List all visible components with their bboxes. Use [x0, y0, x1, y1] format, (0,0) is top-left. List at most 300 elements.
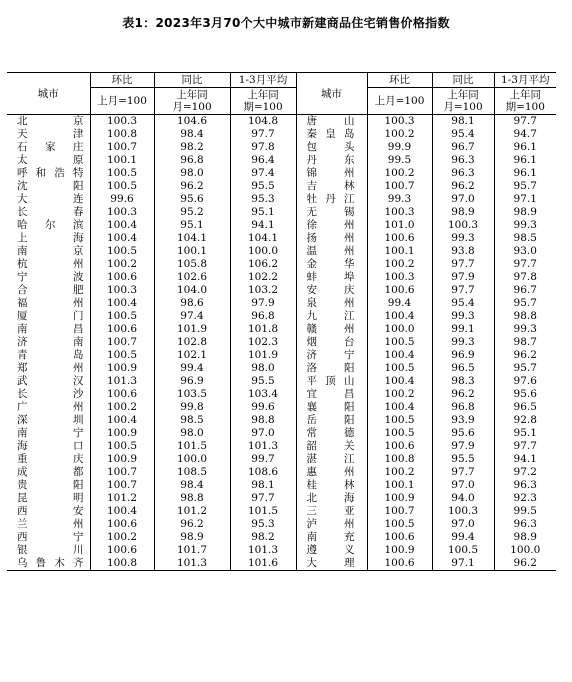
- right-city-cell: 丹东: [296, 154, 367, 167]
- table-body: [7, 115, 556, 571]
- right-city-cell: 岳阳: [296, 414, 367, 427]
- left-yoy-cell: 98.0: [154, 167, 230, 180]
- left-yoy-cell: 101.3: [154, 557, 230, 571]
- left-yoy-cell: 104.1: [154, 232, 230, 245]
- left-avg-cell: 103.4: [230, 388, 296, 401]
- table-row: [7, 115, 556, 129]
- right-yoy-cell: 99.3: [432, 232, 494, 245]
- right-avg-cell: 99.5: [494, 505, 556, 518]
- table-row: [7, 323, 556, 336]
- right-yoy-cell: 98.1: [432, 115, 494, 129]
- left-city-cell: 杭州: [17, 258, 84, 270]
- left-avg-cell: 106.2: [230, 258, 296, 271]
- table-row: [7, 375, 556, 388]
- right-yoy-cell: 96.3: [432, 154, 494, 167]
- left-city-cell: 南昌: [17, 323, 84, 335]
- right-city-cell: 常德: [296, 427, 367, 440]
- left-city-cell: 济南: [17, 336, 84, 348]
- left-yoy-cell: 98.2: [154, 141, 230, 154]
- table-row: [7, 414, 556, 427]
- left-mom-cell: 100.8: [90, 557, 154, 571]
- right-mom-cell: 100.6: [367, 284, 432, 297]
- left-yoy-cell: 101.7: [154, 544, 230, 557]
- left-yoy-cell: 104.0: [154, 284, 230, 297]
- right-mom-cell: 100.1: [367, 245, 432, 258]
- table-row: [7, 531, 556, 544]
- left-yoy-cell: 101.2: [154, 505, 230, 518]
- right-yoy-cell: 100.5: [432, 544, 494, 557]
- right-city-cell: 遵义: [296, 544, 367, 557]
- right-yoy-cell: 97.0: [432, 518, 494, 531]
- left-mom-cell: 100.3: [90, 284, 154, 297]
- right-yoy-cell: 99.3: [432, 336, 494, 349]
- left-city-cell: 福州: [17, 297, 84, 309]
- left-city-cell: 北京: [17, 115, 84, 127]
- mom-base-right: 上月=100: [367, 88, 432, 115]
- left-mom-cell: 100.4: [90, 297, 154, 310]
- right-yoy-cell: 96.7: [432, 141, 494, 154]
- left-yoy-cell: 98.6: [154, 297, 230, 310]
- left-mom-cell: 100.9: [90, 427, 154, 440]
- left-mom-cell: 100.7: [90, 141, 154, 154]
- yoy-base-right: 上年同 月=100: [432, 88, 494, 115]
- left-yoy-cell: 96.2: [154, 180, 230, 193]
- right-mom-cell: 100.6: [367, 531, 432, 544]
- right-city-cell: 平顶山: [296, 375, 367, 388]
- left-mom-cell: 100.6: [90, 323, 154, 336]
- right-yoy-cell: 97.7: [432, 258, 494, 271]
- left-city-cell: 深圳: [17, 414, 84, 426]
- right-avg-cell: 96.2: [494, 349, 556, 362]
- right-avg-cell: 95.7: [494, 362, 556, 375]
- left-yoy-cell: 99.8: [154, 401, 230, 414]
- right-avg-cell: 92.3: [494, 492, 556, 505]
- left-city-cell: 广州: [17, 401, 84, 413]
- left-avg-cell: 95.5: [230, 375, 296, 388]
- right-avg-cell: 93.0: [494, 245, 556, 258]
- left-mom-cell: 100.6: [90, 518, 154, 531]
- right-city-cell: 唐山: [296, 115, 367, 129]
- left-yoy-cell: 108.5: [154, 466, 230, 479]
- left-city-cell: 太原: [17, 154, 84, 166]
- right-avg-cell: 98.7: [494, 336, 556, 349]
- left-city-cell: 贵阳: [17, 479, 84, 491]
- right-avg-cell: 96.2: [494, 557, 556, 571]
- right-yoy-cell: 96.5: [432, 362, 494, 375]
- left-avg-cell: 101.8: [230, 323, 296, 336]
- left-yoy-cell: 98.8: [154, 492, 230, 505]
- left-city-cell: 宁波: [17, 271, 84, 283]
- right-yoy-cell: 96.9: [432, 349, 494, 362]
- right-city-cell: 九江: [296, 310, 367, 323]
- right-yoy-cell: 95.6: [432, 427, 494, 440]
- left-city-cell: 合肥: [17, 284, 84, 296]
- right-avg-cell: 92.8: [494, 414, 556, 427]
- right-yoy-cell: 98.9: [432, 206, 494, 219]
- left-avg-cell: 102.3: [230, 336, 296, 349]
- right-city-cell: 泸州: [296, 518, 367, 531]
- left-city-cell: 长沙: [17, 388, 84, 400]
- right-city-cell: 惠州: [296, 466, 367, 479]
- right-city-cell: 湛江: [296, 453, 367, 466]
- left-city-cell: 青岛: [17, 349, 84, 361]
- left-mom-cell: 100.5: [90, 440, 154, 453]
- left-mom-cell: 100.3: [90, 115, 154, 129]
- table-row: [7, 232, 556, 245]
- table-title: 表1：2023年3月70个大中城市新建商品住宅销售价格指数: [122, 16, 450, 30]
- avg-base-right: 上年同 期=100: [494, 88, 556, 115]
- right-mom-cell: 100.4: [367, 349, 432, 362]
- right-city-cell: 徐州: [296, 219, 367, 232]
- yoy-header-right: 同比: [432, 73, 494, 88]
- left-mom-cell: 100.2: [90, 531, 154, 544]
- left-mom-cell: 100.7: [90, 479, 154, 492]
- table-row: [7, 219, 556, 232]
- yoy-base-left: 上年同 月=100: [154, 88, 230, 115]
- right-avg-cell: 96.5: [494, 401, 556, 414]
- right-yoy-cell: 100.3: [432, 505, 494, 518]
- left-city-cell: 兰州: [17, 518, 84, 530]
- left-yoy-cell: 101.9: [154, 323, 230, 336]
- right-avg-cell: 96.7: [494, 284, 556, 297]
- right-mom-cell: 100.4: [367, 310, 432, 323]
- right-mom-cell: 100.3: [367, 206, 432, 219]
- left-mom-cell: 100.2: [90, 401, 154, 414]
- left-city-cell: 成都: [17, 466, 84, 478]
- left-city-cell: 呼和浩特: [17, 167, 84, 179]
- left-avg-cell: 101.3: [230, 440, 296, 453]
- left-mom-cell: 100.6: [90, 388, 154, 401]
- right-avg-cell: 96.1: [494, 167, 556, 180]
- right-mom-cell: 100.2: [367, 167, 432, 180]
- left-city-cell: 武汉: [17, 375, 84, 387]
- left-mom-cell: 100.1: [90, 154, 154, 167]
- left-city-cell: 上海: [17, 232, 84, 244]
- left-avg-cell: 95.3: [230, 193, 296, 206]
- right-city-cell: 金华: [296, 258, 367, 271]
- left-avg-cell: 99.6: [230, 401, 296, 414]
- left-avg-cell: 97.7: [230, 492, 296, 505]
- right-mom-cell: 100.9: [367, 492, 432, 505]
- left-city-cell: 西安: [17, 505, 84, 517]
- left-yoy-cell: 98.4: [154, 479, 230, 492]
- left-mom-cell: 100.5: [90, 245, 154, 258]
- right-avg-cell: 95.7: [494, 180, 556, 193]
- left-mom-cell: 100.4: [90, 219, 154, 232]
- right-avg-cell: 97.7: [494, 440, 556, 453]
- right-yoy-cell: 99.1: [432, 323, 494, 336]
- table-row: [7, 388, 556, 401]
- left-avg-cell: 94.1: [230, 219, 296, 232]
- table-row: [7, 336, 556, 349]
- left-mom-cell: 100.4: [90, 414, 154, 427]
- table-row: [7, 167, 556, 180]
- table-row: [7, 427, 556, 440]
- right-mom-cell: 100.2: [367, 128, 432, 141]
- left-yoy-cell: 96.2: [154, 518, 230, 531]
- right-city-cell: 北海: [296, 492, 367, 505]
- left-avg-cell: 95.3: [230, 518, 296, 531]
- left-mom-cell: 100.5: [90, 349, 154, 362]
- left-yoy-cell: 101.5: [154, 440, 230, 453]
- table-row: [7, 154, 556, 167]
- left-mom-cell: 100.5: [90, 167, 154, 180]
- left-yoy-cell: 102.8: [154, 336, 230, 349]
- right-mom-cell: 100.2: [367, 388, 432, 401]
- left-yoy-cell: 95.1: [154, 219, 230, 232]
- left-avg-cell: 97.0: [230, 427, 296, 440]
- left-yoy-cell: 100.0: [154, 453, 230, 466]
- right-mom-cell: 100.3: [367, 271, 432, 284]
- left-mom-cell: 100.9: [90, 453, 154, 466]
- left-mom-cell: 100.9: [90, 362, 154, 375]
- left-avg-cell: 101.9: [230, 349, 296, 362]
- table-row: [7, 518, 556, 531]
- right-city-cell: 蚌埠: [296, 271, 367, 284]
- right-yoy-cell: 97.7: [432, 284, 494, 297]
- left-mom-cell: 100.7: [90, 466, 154, 479]
- right-yoy-cell: 97.9: [432, 271, 494, 284]
- right-city-cell: 宜昌: [296, 388, 367, 401]
- right-yoy-cell: 95.5: [432, 453, 494, 466]
- mom-header-left: 环比: [90, 73, 154, 88]
- left-mom-cell: 100.2: [90, 258, 154, 271]
- right-mom-cell: 100.2: [367, 466, 432, 479]
- table-row: [7, 440, 556, 453]
- right-mom-cell: 100.9: [367, 544, 432, 557]
- right-city-cell: 吉林: [296, 180, 367, 193]
- right-avg-cell: 99.3: [494, 219, 556, 232]
- left-mom-cell: 100.6: [90, 271, 154, 284]
- left-yoy-cell: 102.1: [154, 349, 230, 362]
- left-mom-cell: 100.8: [90, 128, 154, 141]
- left-avg-cell: 99.7: [230, 453, 296, 466]
- right-yoy-cell: 94.0: [432, 492, 494, 505]
- right-yoy-cell: 96.8: [432, 401, 494, 414]
- table-row: [7, 258, 556, 271]
- right-city-cell: 襄阳: [296, 401, 367, 414]
- right-mom-cell: 99.3: [367, 193, 432, 206]
- right-yoy-cell: 100.3: [432, 219, 494, 232]
- left-city-cell: 重庆: [17, 453, 84, 465]
- table-row: [7, 505, 556, 518]
- avg-header-right: 1-3月平均: [494, 73, 556, 88]
- right-avg-cell: 95.1: [494, 427, 556, 440]
- left-yoy-cell: 96.8: [154, 154, 230, 167]
- right-mom-cell: 100.2: [367, 258, 432, 271]
- right-mom-cell: 100.4: [367, 401, 432, 414]
- right-city-cell: 锦州: [296, 167, 367, 180]
- right-yoy-cell: 99.3: [432, 310, 494, 323]
- right-yoy-cell: 97.0: [432, 193, 494, 206]
- left-city-cell: 银川: [17, 544, 84, 556]
- right-city-cell: 韶关: [296, 440, 367, 453]
- right-avg-cell: 96.1: [494, 154, 556, 167]
- table-row: [7, 245, 556, 258]
- left-avg-cell: 98.2: [230, 531, 296, 544]
- mom-base-left: 上月=100: [90, 88, 154, 115]
- table-row: [7, 193, 556, 206]
- table-row: [7, 479, 556, 492]
- right-mom-cell: 100.5: [367, 336, 432, 349]
- table-row: [7, 453, 556, 466]
- table-row: [7, 128, 556, 141]
- right-city-cell: 安庆: [296, 284, 367, 297]
- right-yoy-cell: 97.0: [432, 479, 494, 492]
- city-header-left: 城市: [7, 73, 90, 115]
- left-yoy-cell: 103.5: [154, 388, 230, 401]
- left-yoy-cell: 100.1: [154, 245, 230, 258]
- right-avg-cell: 99.3: [494, 323, 556, 336]
- right-avg-cell: 94.7: [494, 128, 556, 141]
- right-avg-cell: 97.1: [494, 193, 556, 206]
- left-city-cell: 南京: [17, 245, 84, 257]
- table-row: [7, 544, 556, 557]
- table-row: [7, 362, 556, 375]
- right-yoy-cell: 93.8: [432, 245, 494, 258]
- table-row: [7, 206, 556, 219]
- right-mom-cell: 100.6: [367, 557, 432, 571]
- right-mom-cell: 100.7: [367, 505, 432, 518]
- right-avg-cell: 98.8: [494, 310, 556, 323]
- right-city-cell: 大理: [296, 557, 367, 571]
- table-row: [7, 141, 556, 154]
- table-row: [7, 284, 556, 297]
- left-avg-cell: 96.4: [230, 154, 296, 167]
- right-avg-cell: 97.7: [494, 115, 556, 129]
- table-row: [7, 349, 556, 362]
- left-mom-cell: 99.6: [90, 193, 154, 206]
- left-mom-cell: 101.2: [90, 492, 154, 505]
- left-yoy-cell: 95.6: [154, 193, 230, 206]
- right-yoy-cell: 93.9: [432, 414, 494, 427]
- right-mom-cell: 99.9: [367, 141, 432, 154]
- left-avg-cell: 98.1: [230, 479, 296, 492]
- right-yoy-cell: 96.3: [432, 167, 494, 180]
- right-avg-cell: 98.9: [494, 531, 556, 544]
- left-avg-cell: 101.5: [230, 505, 296, 518]
- right-city-cell: 三亚: [296, 505, 367, 518]
- table-row: [7, 401, 556, 414]
- left-avg-cell: 100.0: [230, 245, 296, 258]
- left-city-cell: 长春: [17, 206, 84, 218]
- left-city-cell: 海口: [17, 440, 84, 452]
- right-mom-cell: 100.6: [367, 440, 432, 453]
- left-mom-cell: 101.3: [90, 375, 154, 388]
- left-city-cell: 大连: [17, 193, 84, 205]
- left-yoy-cell: 97.4: [154, 310, 230, 323]
- right-mom-cell: 100.5: [367, 518, 432, 531]
- right-mom-cell: 100.5: [367, 414, 432, 427]
- left-mom-cell: 100.6: [90, 544, 154, 557]
- right-city-cell: 牡丹江: [296, 193, 367, 206]
- avg-base-left: 上年同 期=100: [230, 88, 296, 115]
- left-mom-cell: 100.5: [90, 310, 154, 323]
- table-row: [7, 557, 556, 571]
- left-avg-cell: 98.0: [230, 362, 296, 375]
- left-city-cell: 厦门: [17, 310, 84, 322]
- right-yoy-cell: 97.7: [432, 466, 494, 479]
- left-avg-cell: 101.3: [230, 544, 296, 557]
- right-city-cell: 包头: [296, 141, 367, 154]
- left-yoy-cell: 95.2: [154, 206, 230, 219]
- right-mom-cell: 100.4: [367, 375, 432, 388]
- right-mom-cell: 100.8: [367, 453, 432, 466]
- left-yoy-cell: 96.9: [154, 375, 230, 388]
- left-mom-cell: 100.3: [90, 206, 154, 219]
- right-yoy-cell: 98.3: [432, 375, 494, 388]
- table-row: [7, 297, 556, 310]
- table-row: [7, 310, 556, 323]
- left-city-cell: 西宁: [17, 531, 84, 543]
- right-city-cell: 秦皇岛: [296, 128, 367, 141]
- right-mom-cell: 100.0: [367, 323, 432, 336]
- left-mom-cell: 100.5: [90, 180, 154, 193]
- right-city-cell: 济宁: [296, 349, 367, 362]
- right-yoy-cell: 97.9: [432, 440, 494, 453]
- right-avg-cell: 95.7: [494, 297, 556, 310]
- right-avg-cell: 96.3: [494, 518, 556, 531]
- right-mom-cell: 101.0: [367, 219, 432, 232]
- left-mom-cell: 100.4: [90, 232, 154, 245]
- right-avg-cell: 96.1: [494, 141, 556, 154]
- left-avg-cell: 95.5: [230, 180, 296, 193]
- right-yoy-cell: 96.2: [432, 388, 494, 401]
- left-mom-cell: 100.7: [90, 336, 154, 349]
- right-yoy-cell: 96.2: [432, 180, 494, 193]
- left-avg-cell: 97.4: [230, 167, 296, 180]
- right-avg-cell: 97.8: [494, 271, 556, 284]
- left-avg-cell: 96.8: [230, 310, 296, 323]
- right-city-cell: 桂林: [296, 479, 367, 492]
- right-mom-cell: 99.4: [367, 297, 432, 310]
- right-city-cell: 赣州: [296, 323, 367, 336]
- mom-header-right: 环比: [367, 73, 432, 88]
- right-city-cell: 洛阳: [296, 362, 367, 375]
- right-city-cell: 烟台: [296, 336, 367, 349]
- right-yoy-cell: 97.1: [432, 557, 494, 571]
- right-avg-cell: 97.6: [494, 375, 556, 388]
- right-avg-cell: 100.0: [494, 544, 556, 557]
- left-city-cell: 乌鲁木齐: [7, 557, 90, 571]
- right-city-cell: 南充: [296, 531, 367, 544]
- right-yoy-cell: 99.4: [432, 531, 494, 544]
- left-avg-cell: 97.7: [230, 128, 296, 141]
- left-avg-cell: 103.2: [230, 284, 296, 297]
- right-city-cell: 温州: [296, 245, 367, 258]
- right-avg-cell: 97.2: [494, 466, 556, 479]
- right-mom-cell: 100.5: [367, 427, 432, 440]
- right-city-cell: 泉州: [296, 297, 367, 310]
- city-header-right: 城市: [296, 73, 367, 115]
- right-yoy-cell: 95.4: [432, 128, 494, 141]
- left-city-cell: 石家庄: [17, 141, 84, 153]
- left-yoy-cell: 105.8: [154, 258, 230, 271]
- left-city-cell: 郑州: [17, 362, 84, 374]
- right-mom-cell: 100.5: [367, 362, 432, 375]
- left-avg-cell: 108.6: [230, 466, 296, 479]
- left-avg-cell: 97.9: [230, 297, 296, 310]
- yoy-header-left: 同比: [154, 73, 230, 88]
- right-avg-cell: 95.6: [494, 388, 556, 401]
- left-avg-cell: 101.6: [230, 557, 296, 571]
- table-row: [7, 492, 556, 505]
- left-yoy-cell: 98.4: [154, 128, 230, 141]
- right-city-cell: 扬州: [296, 232, 367, 245]
- left-yoy-cell: 99.4: [154, 362, 230, 375]
- right-mom-cell: 100.7: [367, 180, 432, 193]
- table-row: [7, 271, 556, 284]
